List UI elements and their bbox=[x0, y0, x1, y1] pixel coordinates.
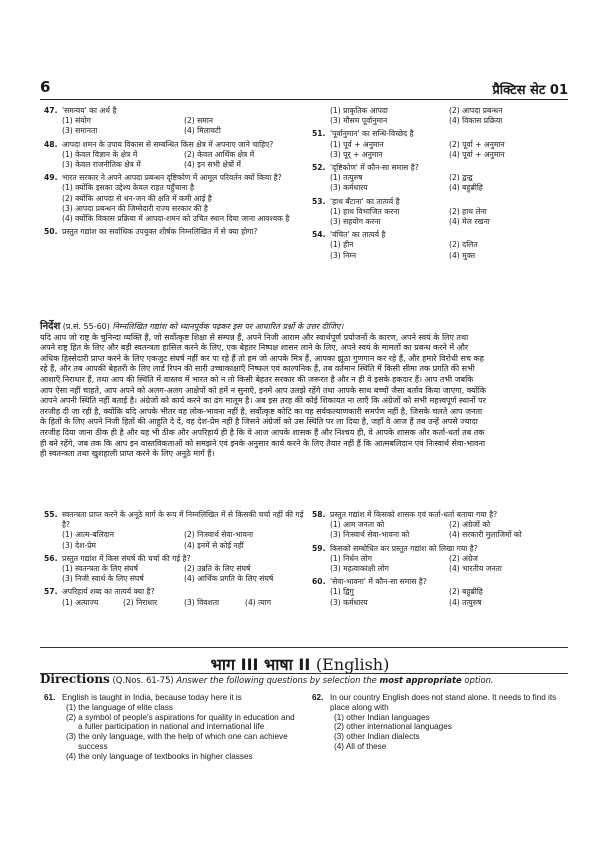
right-column-mid bbox=[312, 510, 568, 611]
answer-option: (1) अत्याज्य bbox=[62, 597, 99, 607]
answer-option: (4) बहुब्रीहि bbox=[449, 183, 483, 193]
answer-option: (4) भारतीय जनता bbox=[449, 564, 502, 574]
question-text: भारत सरकार ने अपने आपदा प्रबन्धन दृष्टिकोण में आमूल परिवर्तन क्यों किया है? bbox=[62, 173, 282, 183]
passage-line: आशाएँ निराधार हैं, तथा आप की स्थिति में वास्तव में भारत को न तो किसी बेहतर सरकार की जरूरत है और न ही वे इसके हकदार हैं। आप तभी जबकि bbox=[40, 374, 474, 384]
question-text: प्रस्तुत गद्यांश का सर्वाधिक उपयुक्त शीर्षक निम्नलिखित में से क्या होगा? bbox=[62, 227, 258, 237]
answer-option: (3) समानता bbox=[62, 126, 98, 136]
answer-option: (2) हाथ लेना bbox=[449, 206, 487, 216]
question-text: आपदा शमन के उपाय विकास से सम्बन्धित किस क्षेत्र में अपनाए जाने चाहिए? bbox=[62, 139, 274, 149]
answer-option: (3) other Indian dialects bbox=[334, 732, 420, 742]
question-text: स्वतन्त्रता प्राप्त करने के अनूठे मार्ग के रूप में निम्नलिखित में से किसकी चर्चा नहीं की गई है? bbox=[62, 510, 304, 530]
answer-option: (2) निःस्वार्थ सेवा-भावना bbox=[184, 530, 254, 540]
question bbox=[44, 554, 306, 585]
answer-option: (1) पूर्व + अनुमान bbox=[330, 139, 384, 149]
answer-option: (2) अंग्रेज bbox=[449, 553, 478, 563]
answer-option: (2) other international languages bbox=[334, 722, 452, 732]
passage-line: यदि आप जो राष्ट्र के चुनिन्दा व्यक्ति हैं, जो सर्वोत्कृष्ट शिक्षा से सम्पन्न हैं, अपने निजी आराम और स्वार्थपूर्ण प्रयोजनों के कारण, अपने स्वयं के लिए तथा bbox=[40, 332, 469, 342]
answer-option: (4) तत्पुरुष bbox=[449, 597, 482, 607]
question bbox=[44, 106, 306, 137]
answer-option: (4) त्याग bbox=[245, 597, 272, 607]
question bbox=[312, 544, 568, 575]
answer-option: (4) इनमें से कोई नहीं bbox=[184, 540, 244, 550]
question-text: प्रस्तुत गद्यांश में किसको शासक एवं कर्ता-धर्ता बताया गया है? bbox=[330, 510, 498, 519]
directions-text: निम्नलिखित गद्यांश को ध्यानपूर्वक पढ़कर इस पर आधारित प्रश्नों के उत्तर दीजिए। bbox=[112, 322, 344, 331]
question bbox=[312, 577, 568, 608]
english-left-column bbox=[44, 693, 298, 765]
answer-option: (2) आपदा प्रबन्धन bbox=[449, 106, 503, 115]
answer-option: (4) आर्थिक प्रगति के लिए संघर्ष bbox=[184, 574, 274, 584]
answer-option: (3) देश-प्रेम bbox=[62, 540, 96, 550]
question-text: 'सेवा-भावना' में कौन-सा समास है? bbox=[330, 577, 427, 587]
answer-option: (1) केवल विज्ञान के क्षेत्र में bbox=[62, 149, 138, 159]
question bbox=[44, 173, 306, 224]
answer-option: (1) हाथ विभाजित करना bbox=[330, 206, 400, 216]
answer-option: (1) तत्पुरुष bbox=[330, 173, 363, 183]
question-text: 'वंचित' का तात्पर्य है bbox=[330, 230, 386, 240]
question-number: 52. bbox=[312, 163, 326, 173]
answer-option: (3) कर्मधारय bbox=[330, 183, 368, 193]
question-number: 62. bbox=[312, 693, 324, 702]
question-number: 57. bbox=[44, 587, 58, 597]
answer-option: (1) क्योंकि इसका उद्देश्य केवल राहत पहुँचाना है bbox=[62, 183, 194, 193]
answer-option: (1) आत्म-बलिदान bbox=[62, 530, 115, 540]
directions-heading: निर्देश bbox=[40, 321, 61, 332]
question-number: 47. bbox=[44, 106, 58, 115]
answer-option: (2) अंग्रेजों को bbox=[449, 520, 491, 530]
passage-line: तरजीह दिया जाना ठीक ही है और यह भी ठीक और अपरिहार्य ही है कि वे आज आपके शासक हैं और निश्चय ही, वे आपके शासक और कर्ता-धर्ता तब तक bbox=[40, 427, 485, 437]
passage-line: अधिक हिस्सेदारी प्राप्त करने के लिए एकजुट संघर्ष नहीं कर पा रहे हैं तो हम जो आपके मित्र हैं, आपका झूठा गुणगान कर रहे हैं, और हमारे विरोधी सच कह bbox=[40, 353, 484, 363]
page-title: प्रैक्टिस सेट 01 bbox=[492, 83, 568, 98]
answer-option: (3) निजी स्वार्थ के लिए संघर्ष bbox=[62, 574, 144, 584]
answer-option: (2) केवल आर्थिक क्षेत्र में bbox=[184, 149, 255, 159]
question bbox=[312, 197, 568, 228]
question-number: 59. bbox=[312, 543, 326, 553]
answer-option: (3) निम्न bbox=[330, 250, 357, 260]
answer-option: (4) मेल रखना bbox=[449, 217, 490, 227]
question bbox=[44, 140, 306, 171]
answer-option: (4) विकास प्रक्रिया bbox=[449, 116, 503, 126]
passage-line: तरजीह दी जा रही है, क्योंकि यदि आपके भीतर वह लोक-भावना नहीं है, सर्वोत्कृष्ट कोटि का वह सर्वकल्याणकारी समर्पण नहीं है, जिसके चलते आप जनता bbox=[40, 406, 483, 416]
question bbox=[44, 510, 306, 551]
question-number: 49. bbox=[44, 173, 58, 183]
answer-option: (2) द्वन्द्व bbox=[449, 173, 473, 183]
english-directions-heading: Directions bbox=[40, 672, 110, 686]
question-number: 54. bbox=[312, 230, 326, 240]
question-number: 58. bbox=[312, 510, 326, 519]
question bbox=[312, 230, 568, 261]
answer-option: (1) प्राकृतिक आपदा bbox=[330, 106, 388, 115]
directions-range: (प्र.सं. 55-60) bbox=[62, 322, 110, 331]
answer-option: (1) आम जनता को bbox=[330, 520, 385, 530]
right-column-top bbox=[312, 106, 568, 264]
question-text: किसको सम्बोधित कर प्रस्तुत गद्यांश को लिखा गया है? bbox=[330, 543, 478, 553]
english-directions bbox=[40, 674, 568, 686]
question bbox=[312, 510, 568, 541]
answer-option: (4) the only language of textbooks in higher classes bbox=[66, 751, 253, 761]
answer-option: (3) महत्वाकांक्षी लोग bbox=[330, 564, 389, 574]
question bbox=[44, 587, 306, 607]
section-rule-top bbox=[40, 647, 568, 648]
question-text: अपरिहार्य शब्द का तात्पर्य क्या है? bbox=[62, 587, 155, 597]
answer-option: (4) क्योंकि विकास प्रक्रिया में आपदा-शमन को उचित स्थान दिया जाना आवश्यक है bbox=[62, 214, 290, 224]
question-number: 55. bbox=[44, 510, 58, 519]
answer-option: (2) समान bbox=[184, 116, 214, 126]
question-text: 'दृष्टिकोण' में कौन-सा समास है? bbox=[330, 163, 419, 173]
question-text: प्रस्तुत गद्यांश में किस संघर्ष की चर्चा की गई है? bbox=[62, 553, 191, 563]
answer-option: (4) All of these bbox=[334, 741, 387, 751]
answer-option: (1) the language of elite class bbox=[66, 702, 173, 712]
answer-option: (1) हीन bbox=[330, 240, 354, 250]
english-directions-text: Answer the following questions by selection the most appropriate option. bbox=[176, 675, 494, 685]
passage-section bbox=[40, 322, 568, 460]
page-header bbox=[40, 78, 568, 100]
passage-line: ही बने रहेंगे, जब तक कि आप इन वास्तविकताओं को समझने एवं इनके अनुसार कार्य करने के लिए तैयार नहीं हैं कि आत्मबलिदान एवं निःस्वार्थ सेवा-भावना bbox=[40, 438, 486, 448]
question-number: 48. bbox=[44, 139, 58, 149]
question-number: 53. bbox=[312, 196, 326, 206]
answer-option: (2) निराधार bbox=[123, 597, 158, 607]
answer-option: (2) बहुब्रीहि bbox=[449, 587, 483, 597]
answer-option: (4) इन सभी क्षेत्रों में bbox=[184, 160, 241, 170]
answer-option: (3) विवशता bbox=[184, 597, 220, 607]
answer-option: (1) द्विगु bbox=[330, 587, 354, 597]
answer-option: (1) other Indian languages bbox=[334, 712, 430, 722]
page-number: 6 bbox=[40, 78, 51, 96]
passage-line: ही स्वतन्त्रता तथा खुशहाली प्राप्त करने के लिए अनूठे मार्ग हैं। bbox=[40, 449, 215, 459]
question-text: 'समन्वय' का अर्थ है bbox=[62, 106, 117, 115]
passage-line: के हितों के लिए अपने निजी हितों की आहुति दे दें, वह देश-प्रेम नहीं है जिसने अंग्रेजों को उस स्थिति पर ला दिया है, जहाँ वे आज हैं तब उन्हें अपसे ज्यादा bbox=[40, 417, 478, 427]
answer-option: (2) दलित bbox=[449, 240, 478, 250]
answer-option: (2) a symbol of people's aspirations for quality in education and a fuller participation in national and international life bbox=[66, 712, 295, 732]
left-column-mid bbox=[44, 510, 306, 611]
answer-option: (3) आपदा प्रबन्धन की जिम्मेदारी राज्य सरकार की है bbox=[62, 203, 208, 213]
answer-option: (2) उन्नति के लिए संघर्ष bbox=[184, 564, 251, 574]
question bbox=[44, 227, 306, 237]
answer-option: (4) सरकारी मुलाजिमों को bbox=[449, 530, 522, 540]
question bbox=[312, 163, 568, 194]
question-text: 'हाथ बँटाना' का तात्पर्य है bbox=[330, 196, 400, 206]
answer-option: (4) मिलावटी bbox=[184, 126, 221, 136]
answer-option: (3) मौसम पूर्वानुमान bbox=[330, 116, 388, 126]
question-number: 61. bbox=[44, 693, 56, 702]
answer-option: (3) सहयोग करना bbox=[330, 217, 381, 227]
answer-option: (2) क्योंकि आपदा से धन-जन की क्षति में कमी आई है bbox=[62, 193, 212, 203]
english-directions-range: (Q.Nos. 61-75) bbox=[112, 675, 174, 685]
passage-line: रहे हैं, और तब आपकी बेहतरी के लिए लार्ड रिपन की सारी उच्चाकांक्षाएँ निष्फल एवं काल्पनिक हैं, तब वर्तमान स्थिति में किसी सीमा तक प्रगति की सभी bbox=[40, 364, 475, 374]
question-number: 60. bbox=[312, 577, 326, 587]
english-right-column bbox=[312, 693, 568, 755]
question-number: 51. bbox=[312, 129, 326, 139]
question-text: In our country English does not stand alone. It needs to find its place along with bbox=[330, 693, 557, 712]
question-number: 56. bbox=[44, 553, 58, 563]
answer-option: (4) पूर्वा + अनुमान bbox=[449, 149, 505, 159]
question bbox=[312, 106, 568, 126]
answer-option: (3) कर्मधारय bbox=[330, 597, 368, 607]
part-heading-hindi: भाग III भाषा II bbox=[210, 655, 311, 674]
answer-option: (3) निःस्वार्थ सेवा-भावना को bbox=[330, 530, 410, 540]
answer-option: (1) स्वतन्त्रता के लिए संघर्ष bbox=[62, 564, 139, 574]
question-text: 'पूर्वानुमान' का सन्धि-विच्छेद है bbox=[330, 129, 414, 139]
passage-line: आप ऐसा नहीं चाहते, आप अपने को अलग-अलग आक्षेपों को हमें न सुनाएँ, इनमें आप उलझे रहेंगे तथा आपके साथ बच्चों जैसा बर्ताव किया जाएगा, क्योंकि bbox=[40, 385, 486, 395]
question bbox=[312, 693, 568, 752]
answer-option: (1) संयोग bbox=[62, 116, 91, 126]
question-number: 50. bbox=[44, 227, 58, 237]
passage-text bbox=[40, 333, 568, 460]
answer-option: (4) मुक्त bbox=[449, 250, 476, 260]
part-heading-english: (English) bbox=[315, 655, 390, 674]
answer-option: (3) पूर् + अनुमान bbox=[330, 149, 383, 159]
answer-option: (3) केवल राजनीतिक क्षेत्र में bbox=[62, 160, 141, 170]
answer-option: (2) पूर्वा + अनुमान bbox=[449, 139, 505, 149]
left-column-top bbox=[44, 106, 306, 240]
passage-line: अपने राष्ट्र हित के लिए और बड़ी स्वतन्त्रता हासिल करने के लिए, एक बेहतर निष्पक्ष शासन लाने के लिए, अपने स्वयं के मामलों का प्रबन्ध करने में और bbox=[40, 343, 469, 353]
question bbox=[312, 129, 568, 160]
answer-option: (3) the only language, with the help of which one can achieve success bbox=[66, 732, 288, 751]
passage-line: आपने अपनी स्थिति नहीं बताई है। अंग्रेजों को कार्य करने का ढंग मालूम है। अब इस तरह की कोई शिकायत ना लाएँ कि अंग्रेजों को सभी महत्त्वपूर्ण स्थानों पर bbox=[40, 396, 486, 406]
question-text: English is taught in India, because today here it is bbox=[62, 693, 242, 702]
answer-option: (1) निर्धन लोग bbox=[330, 553, 373, 563]
question bbox=[44, 693, 298, 762]
